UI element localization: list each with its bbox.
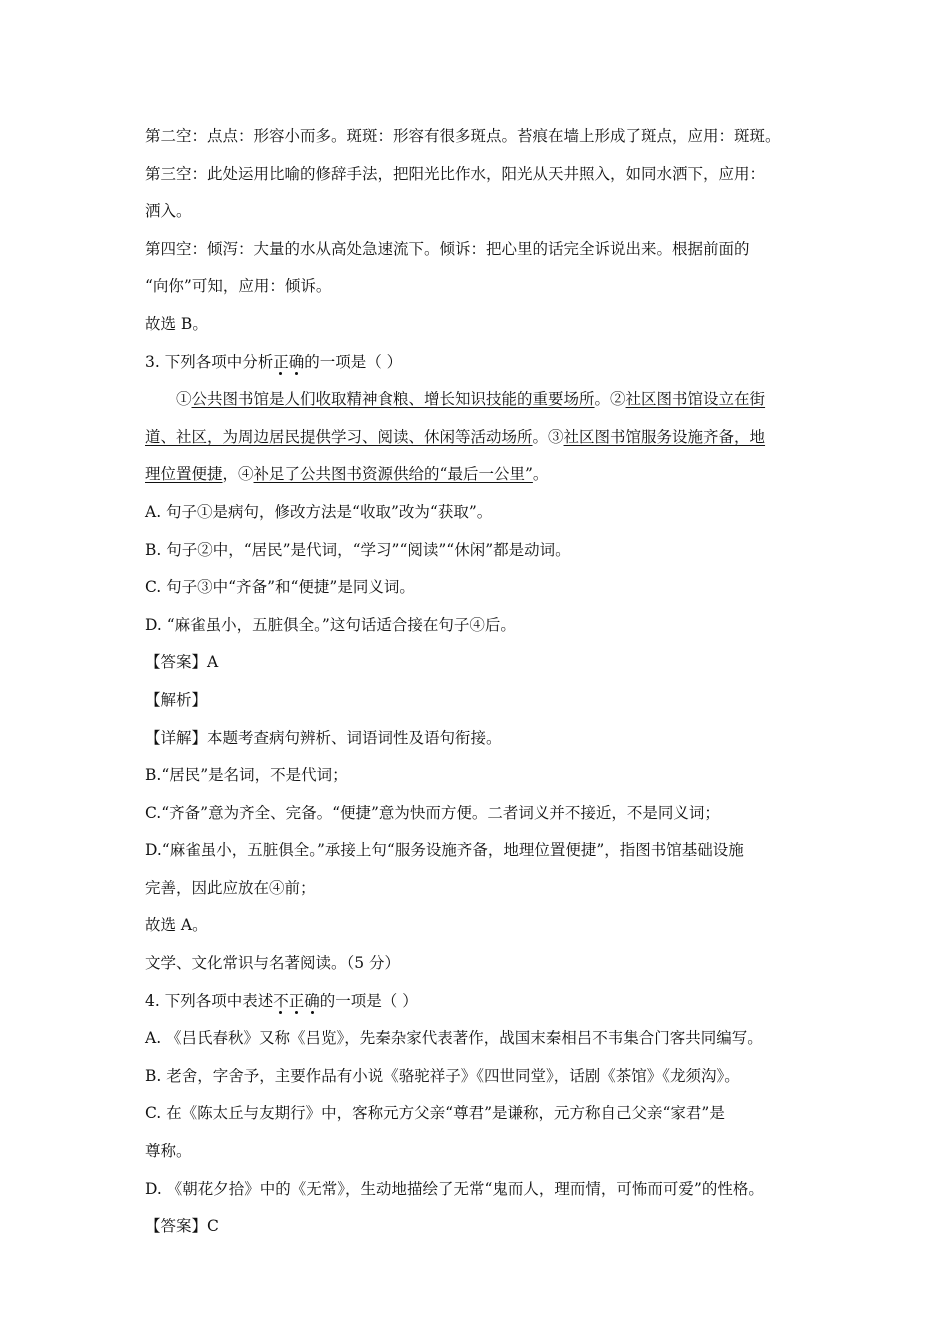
analysis-line: 第四空：倾泻：大量的水从高处急速流下。倾诉：把心里的话完全诉说出来。根据前面的: [145, 239, 750, 258]
underlined-sentence-3: 社区图书馆服务设施齐备，地: [563, 427, 766, 446]
question-3-option-c: C. 句子③中“齐备”和“便捷”是同义词。: [145, 578, 415, 597]
question-4-option-c: C. 在《陈太丘与友期行》中，客称元方父亲“尊君”是谦称，元方称自己父亲“家君”是: [145, 1104, 725, 1123]
question-3-option-a: A. 句子①是病句，修改方法是“收取”改为“获取”。: [145, 502, 493, 521]
question-3-stem: [145, 344, 810, 382]
underlined-sentence-2: 道、社区，为周边居民提供学习、阅读、休闲等活动场所: [145, 427, 533, 446]
underlined-sentence-1: 公共图书馆是人们收取精神食粮、增长知识技能的重要场所: [191, 390, 595, 409]
question-3-option-b: B. 句子②中，“居民”是代词，“学习”“阅读”“休闲”都是动词。: [145, 540, 571, 559]
emphasis-dot-char: 正: [288, 991, 305, 1010]
question-3-passage-line: [145, 456, 810, 494]
question-3-note-d: 完善，因此应放在④前；: [145, 878, 316, 897]
question-4-option-a: A. 《吕氏春秋》又称《吕览》，先秦杂家代表著作，战国末秦相吕不韦集合门客共同编写。: [145, 1029, 763, 1048]
question-3-note-d: D.“麻雀虽小，五脏俱全。”承接上句“服务设施齐备，地理位置便捷”，指图书馆基础设施: [145, 841, 744, 860]
underlined-sentence-4: 补足了公共图书资源供给的“最后一公里”: [253, 465, 533, 484]
question-4-answer: 【答案】C: [145, 1217, 219, 1236]
emphasis-dot-char: 不: [273, 991, 289, 1010]
stem-text: 3. 下列各项中分析: [145, 352, 274, 371]
sentence-marker: ①: [176, 390, 192, 409]
analysis-line: “向你”可知，应用：倾诉。: [145, 277, 332, 296]
question-3-note-b: B.“居民”是名词，不是代词；: [145, 766, 348, 785]
question-3-note-c: C.“齐备”意为齐全、完备。“便捷”意为快而方便。二者词义并不接近，不是同义词；: [145, 803, 720, 822]
analysis-conclusion: 故选 B。: [145, 314, 208, 333]
emphasis-dot-char: 确: [288, 352, 305, 371]
stem-text: 4. 下列各项中表述: [145, 991, 274, 1010]
analysis-line: 第二空：点点：形容小而多。斑斑：形容有很多斑点。苔痕在墙上形成了斑点，应用：斑斑。: [145, 127, 781, 145]
sentence-marker: 。②: [594, 390, 626, 409]
stem-text: 的一项是（ ）: [304, 352, 403, 371]
question-3-detail: 【详解】本题考查病句辨析、词语词性及语句衔接。: [145, 728, 502, 747]
question-4-option-b: B. 老舍，字舍予，主要作品有小说《骆驼祥子》《四世同堂》，话剧《茶馆》《龙须沟》。: [145, 1066, 740, 1085]
question-4-option-c: 尊称。: [145, 1142, 192, 1161]
underlined-sentence-2: 社区图书馆设立在街: [625, 390, 766, 409]
question-3-option-d: D. “麻雀虽小，五脏俱全。”这句话适合接在句子④后。: [145, 615, 516, 634]
question-3-conclusion: 故选 A。: [145, 916, 208, 935]
section-heading: 文学、文化常识与名著阅读。（5 分）: [145, 954, 401, 973]
analysis-line: 洒入。: [145, 202, 192, 221]
emphasis-dot-char: 正: [273, 352, 289, 371]
analysis-line: 第三空：此处运用比喻的修辞手法，把阳光比作水，阳光从天井照入，如同水洒下，应用：: [145, 164, 766, 183]
sentence-marker: 。: [532, 465, 549, 484]
underlined-sentence-3: 理位置便捷: [145, 465, 223, 484]
question-3-answer: 【答案】A: [145, 653, 219, 672]
question-4-option-d: D. 《朝花夕拾》中的《无常》，生动地描绘了无常“鬼而人，理而情，可怖而可爱”的性格。: [145, 1179, 764, 1198]
question-4-stem: [145, 983, 810, 1021]
sentence-marker: 。③: [532, 427, 564, 446]
question-3-passage-line: [145, 381, 810, 419]
emphasis-dot-char: 确: [304, 991, 320, 1010]
question-3-passage-line: [145, 419, 810, 457]
sentence-marker: ，④: [222, 465, 254, 484]
stem-text: 的一项是（ ）: [319, 991, 418, 1010]
document-page: [145, 118, 810, 1246]
question-3-analysis-heading: 【解析】: [145, 690, 208, 709]
